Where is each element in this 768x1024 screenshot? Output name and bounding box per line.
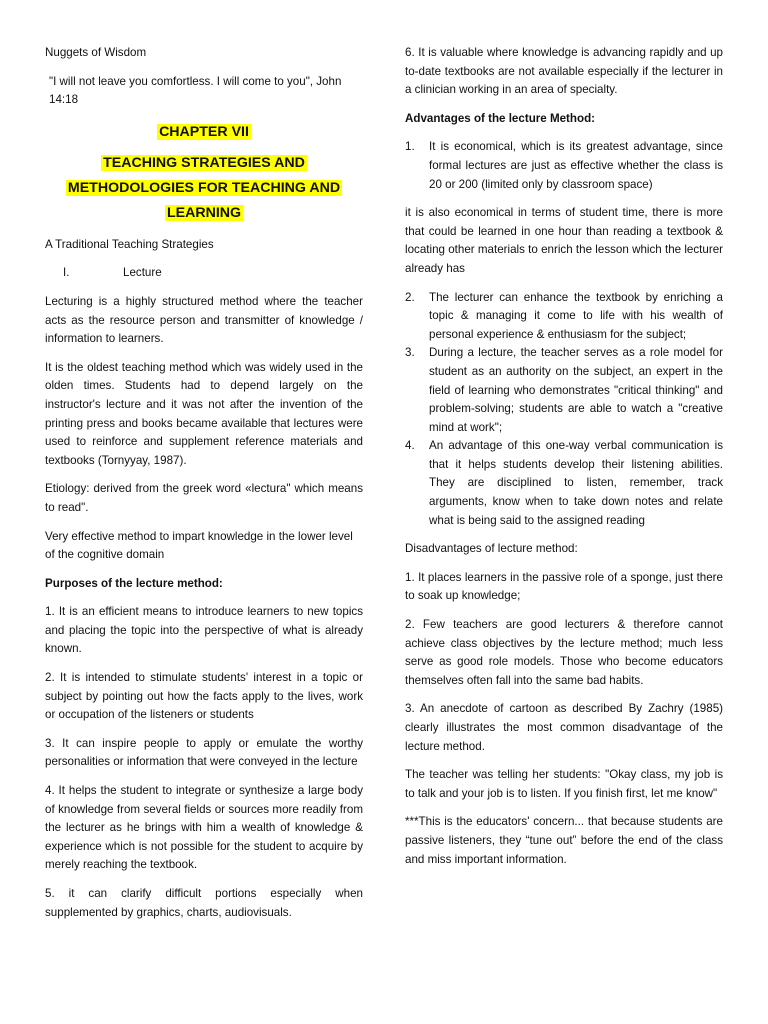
purpose-item-5: 5. it can clarify difficult portions especially when supplemented by graphics, charts, audiovisuals.	[45, 887, 363, 919]
list-number: 1.	[405, 140, 415, 154]
chapter-number: CHAPTER VII	[159, 123, 249, 140]
left-column	[45, 44, 363, 932]
roman-heading	[45, 264, 363, 283]
advantages-list-1	[405, 138, 723, 194]
advantage-item-3: During a lecture, the teacher serves as a role model for student as an authority on the subject, an expert in the field of learning who demonstrates "critical thinking" and problem-solving; students are able to watch a "creative mind at work";	[429, 346, 723, 434]
teacher-quote: The teacher was telling her students: "Okay class, my job is to talk and your job is to listen. If you finish first, let me know"	[405, 768, 723, 800]
list-item	[405, 289, 723, 345]
chapter-title-line-1: TEACHING STRATEGIES AND	[103, 154, 305, 171]
right-column	[405, 44, 723, 879]
chapter-title-line-3: LEARNING	[166, 204, 242, 221]
roman-numeral: I.	[63, 266, 70, 280]
advantage-item-1: It is economical, which is its greatest advantage, since formal lectures are just as effective whether the class is 20 or 200 (limited only by classroom space)	[429, 140, 723, 191]
section-subtitle: A Traditional Teaching Strategies	[45, 237, 214, 251]
paragraph-definition: Lecturing is a highly structured method where the teacher acts as the resource person and transmitter of knowledge / information to learners.	[45, 294, 363, 346]
advantage-item-2: The lecturer can enhance the textbook by enriching a topic & managing it come to life with his wealth of personal experience & enthusiasm for the subject;	[429, 290, 723, 341]
list-item	[405, 138, 723, 194]
disadvantages-heading: Disadvantages of lecture method:	[405, 542, 578, 556]
advantage-item-4: An advantage of this one-way verbal communication is that it helps students develop their listening abilities. They are disciplined to listen, remember, track arguments, know when to take down notes and relate what is being said to the assigned reading	[429, 439, 723, 527]
roman-label: Lecture	[123, 266, 162, 280]
chapter-title-line-2: METHODOLOGIES FOR TEACHING AND	[67, 179, 341, 196]
list-number: 4.	[405, 439, 415, 453]
paragraph-economical: it is also economical in terms of student time, there is more that could be learned in one hour than reading a textbook & locating other materials to enrich the lesson which the lecturer already has	[405, 206, 723, 275]
list-item	[405, 344, 723, 437]
purpose-item-3: 3. It can inspire people to apply or emulate the worthy personalities or information that were conveyed in the lecture	[45, 736, 363, 769]
paragraph-effective: Very effective method to impart knowledge in the lower level of the cognitive domain	[45, 529, 353, 562]
paragraph-history: It is the oldest teaching method which was widely used in the olden times. Students had to depend largely on the instructor's lecture and it was not after the invention of the printing press and books became available that lectures were used to reinforce and supplement reference materials and textbooks (Tornyyay, 1987).	[45, 360, 363, 467]
purpose-item-1: 1. It is an efficient means to introduce learners to new topics and placing the topic into the perspective of what is already known.	[45, 605, 363, 656]
nuggets-title: Nuggets of Wisdom	[45, 46, 147, 59]
disadvantage-item-3: 3. An anecdote of cartoon as described By Zachry (1985) clearly illustrates the most common disadvantage of the lecture method.	[405, 702, 723, 753]
purpose-item-6: 6. It is valuable where knowledge is advancing rapidly and up to-date textbooks are not available especially if the lecturer in a clinician working in an area of specialty.	[405, 46, 723, 97]
quote: "I will not leave you comfortless. I will come to you", John 14:18	[49, 74, 342, 107]
paragraph-etiology: Etiology: derived from the greek word «lectura" which means to read".	[45, 482, 363, 514]
chapter-heading	[45, 120, 363, 226]
educators-concern: ***This is the educators' concern... that because students are passive listeners, they “tune out” before the end of the class and miss important information.	[405, 815, 723, 866]
list-item	[405, 437, 723, 530]
purpose-item-4: 4. It helps the student to integrate or synthesize a large body of knowledge from several fields or sources more readily from the lecturer as he brings with him a wealth of knowledge & experience which is not possible for the student to acquire by merely reaching the textbook.	[45, 784, 363, 872]
purposes-heading: Purposes of the lecture method:	[45, 576, 223, 590]
advantages-list-2	[405, 289, 723, 531]
purpose-item-2: 2. It is intended to stimulate students' interest in a topic or subject by pointing out how the facts apply to the lives, work or occupation of the listeners or students	[45, 671, 363, 722]
advantages-heading: Advantages of the lecture Method:	[405, 111, 596, 125]
list-number: 2.	[405, 290, 415, 304]
disadvantage-item-2: 2. Few teachers are good lecturers & therefore cannot achieve class objectives by the lecture method; much less serve as good role models. Those who become educators themselves often fall into the same bad habits.	[405, 618, 723, 687]
disadvantage-item-1: 1. It places learners in the passive role of a sponge, just there to soak up knowledge;	[405, 570, 723, 603]
list-number: 3.	[405, 346, 415, 360]
